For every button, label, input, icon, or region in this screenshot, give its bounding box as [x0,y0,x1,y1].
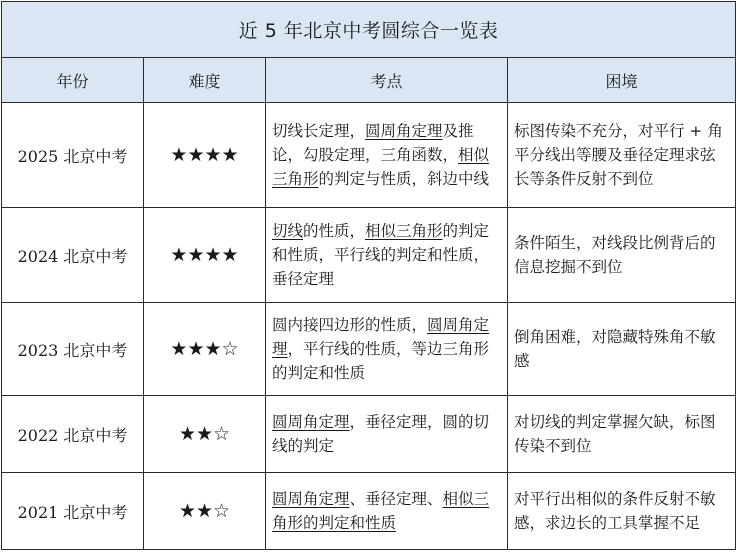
row-issue: 倒角困难，对隐藏特殊角不敏感 [508,303,736,396]
summary-table-container [1,1,738,555]
point-text: 的判定与性质，斜边中线 [318,170,490,188]
underlined-term: 相似三角形 [272,146,490,188]
header-row [2,58,736,103]
row-points [266,303,508,396]
underlined-term: 切线 [272,222,304,240]
row-year: 2022 北京中考 [2,396,144,473]
table-title: 近 5 年北京中考圆综合一览表 [2,2,736,58]
underlined-term: 圆周角定理 [272,316,490,358]
row-issue: 标图传染不充分，对平行 + 角平分线出等腰及垂径定理求弦长等条件反射不到位 [508,103,736,208]
row-issue: 对平行出相似的条件反射不敏感，求边长的工具掌握不足 [508,473,736,550]
row-stars: ★★☆ [144,396,266,473]
row-year: 2025 北京中考 [2,103,144,208]
header-issue: 困境 [508,58,736,103]
header-points: 考点 [266,58,508,103]
header-year: 年份 [2,58,144,103]
row-year: 2024 北京中考 [2,208,144,303]
row-year: 2021 北京中考 [2,473,144,550]
row-points [266,473,508,550]
header-difficulty: 难度 [144,58,266,103]
underlined-term: 圆周角定理 [365,122,443,140]
row-year: 2023 北京中考 [2,303,144,396]
point-text: 切线长定理， [272,122,366,140]
table-row [2,103,736,208]
row-stars: ★★★★ [144,103,266,208]
table-title-row [2,2,736,58]
table-row [2,208,736,303]
underlined-term: 圆周角定理 [272,413,350,431]
row-points [266,396,508,473]
point-text: 的性质， [303,222,366,240]
row-stars: ★★☆ [144,473,266,550]
row-stars: ★★★★ [144,208,266,303]
summary-table [1,1,736,550]
underlined-term: 相似三角形的判定和性质 [272,490,490,532]
row-stars: ★★★☆ [144,303,266,396]
point-text: ，垂径定理，圆的切线的判定 [272,413,490,455]
table-row [2,303,736,396]
point-text: 的判定和性质，平行线的判定和性质，垂径定理 [272,222,490,288]
row-issue: 条件陌生，对线段比例背后的信息挖掘不到位 [508,208,736,303]
table-row [2,473,736,550]
row-points [266,103,508,208]
underlined-term: 圆周角定理 [272,490,350,508]
point-text: ，平行线的性质，等边三角形的判定和性质 [272,340,490,382]
row-points [266,208,508,303]
point-text: 及推论，勾股定理，三角函数， [272,122,474,164]
row-issue: 对切线的判定掌握欠缺，标图传染不到位 [508,396,736,473]
point-text: 、垂径定理、 [349,490,443,508]
table-row [2,396,736,473]
point-text: 圆内接四边形的性质， [272,316,428,334]
underlined-term: 相似三角形 [365,222,443,240]
